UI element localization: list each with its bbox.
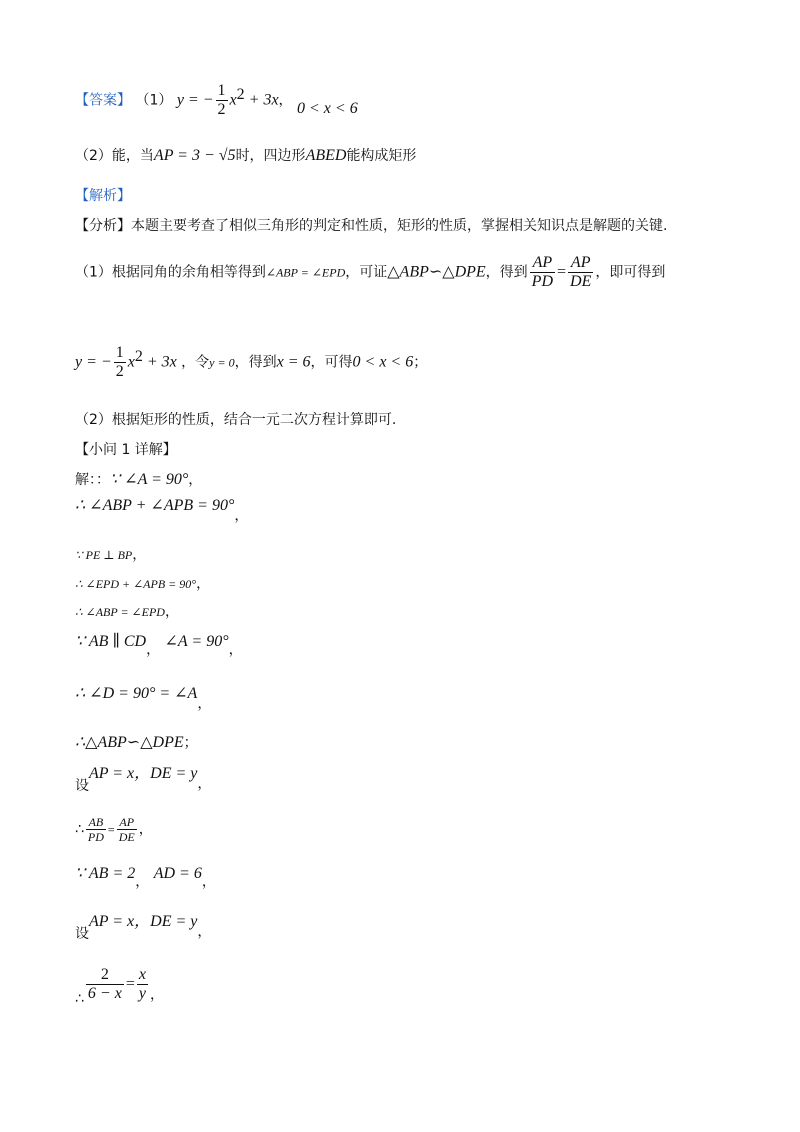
- answer-part2: （2）能，当AP = 3 − √5时，四边形ABED能构成矩形: [75, 147, 417, 164]
- fraction: $\frac{AP}{DE}$: [118, 815, 135, 844]
- solution-step11: ∵ AB = 2， AD = 6，: [75, 865, 216, 890]
- solution-step10: ∴ $\frac{AB}{PD}$ = $\frac{AP}{DE}$ ，: [75, 815, 153, 844]
- fraction: $\frac{AP}{DE}$: [570, 254, 592, 290]
- analysis-intro: 【分析】本题主要考查了相似三角形的判定和性质，矩形的性质，掌握相关知识点是解题的关键.: [75, 218, 668, 234]
- analysis-line2: y = − $\frac{1}{2}$ $x^2 + 3x$ ，令y = 0，得到x = 6，可得0 < x < 6；: [75, 344, 428, 380]
- solution-step9: 设AP = x，DE = y，: [75, 765, 212, 794]
- answer-tag: 【答案】: [75, 92, 131, 109]
- solution-step6: ∵ AB ∥ CD， ∠A = 90°，: [75, 633, 243, 658]
- solution-step12: 设AP = x，DE = y，: [75, 913, 212, 942]
- analysis-line3: （2）根据矩形的性质，结合一元二次方程计算即可.: [75, 412, 397, 428]
- solution-step1: 解：：∵ ∠A = 90°，: [75, 471, 203, 488]
- subquestion-title: 【小问 1 详解】: [75, 442, 177, 458]
- fraction: $\frac{AP}{PD}$: [531, 254, 553, 290]
- analysis-line1: （1）根据同角的余角相等得到∠ABP = ∠EPD，可证△ABP∽△DPE，得到 $\frac{AP}{PD}$ = $\frac{AP}{DE}$ ，即可得到: [75, 254, 666, 290]
- fraction: $\frac{AB}{PD}$: [87, 815, 104, 844]
- fraction: $\frac{1}{2}$: [115, 344, 124, 380]
- solution-step8: ∴△ABP∽△DPE；: [75, 734, 198, 751]
- answer-part1: 【答案】 （1） y = − $\frac{1}{2}$ $x^2 + 3x$， 0 < x < 6: [75, 82, 358, 118]
- solution-step2: ∴ ∠ABP + ∠APB = 90°，: [75, 497, 249, 524]
- solution-step4: ∴ ∠EPD + ∠APB = 90°，: [75, 576, 211, 592]
- solution-step5: ∴ ∠ABP = ∠EPD，: [75, 604, 179, 620]
- fraction: $\frac{x}{y}$: [138, 966, 146, 1002]
- solution-step13: ∴ $\frac{2}{6 - x}$ = $\frac{x}{y}$ ，: [75, 966, 164, 1007]
- fraction: $\frac{1}{2}$: [217, 82, 226, 118]
- fraction: $\frac{2}{6 - x}$: [87, 966, 122, 1002]
- answer-range: 0 < x < 6: [297, 99, 358, 117]
- solution-step3: ∵ PE ⊥ BP，: [75, 547, 147, 563]
- analysis-tag: 【解析】: [75, 188, 131, 204]
- solution-step7: ∴ ∠D = 90° = ∠A，: [75, 685, 212, 712]
